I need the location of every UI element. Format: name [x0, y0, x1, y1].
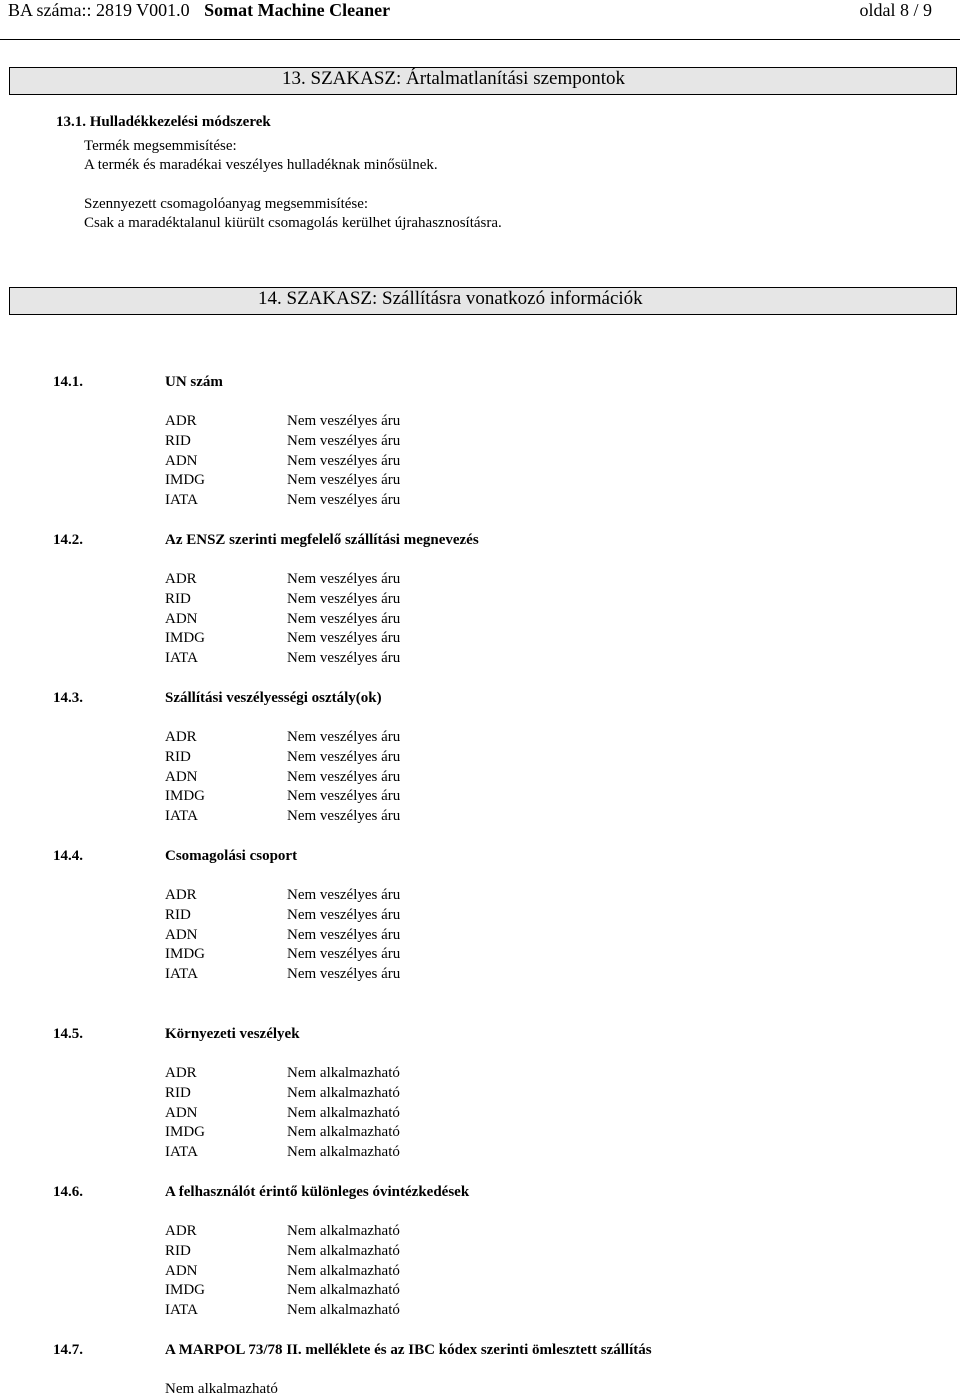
transport-mode-value: Nem veszélyes áru [287, 492, 401, 508]
transport-mode-value: Nem veszélyes áru [287, 571, 401, 587]
transport-mode-value: Nem veszélyes áru [287, 432, 401, 449]
transport-mode-label: ADN [165, 926, 198, 943]
transport-mode-label: IMDG [165, 1124, 205, 1141]
subsection-number: 14.7. [53, 1342, 83, 1358]
transport-mode-label: IATA [165, 1144, 198, 1160]
transport-mode-value: Nem veszélyes áru [287, 966, 401, 982]
transport-mode-value: Nem alkalmazható [287, 1282, 400, 1299]
transport-mode-value: Nem alkalmazható [287, 1144, 400, 1160]
transport-mode-label: RID [165, 432, 191, 449]
transport-mode-value: Nem veszélyes áru [287, 472, 401, 489]
section-14-title: 14. SZAKASZ: Szállításra vonatkozó információk [258, 288, 643, 309]
transport-mode-value: Nem veszélyes áru [287, 748, 401, 765]
subsection-title: A felhasználót érintő különleges óvintézkedések [165, 1184, 470, 1200]
transport-mode-label: ADR [165, 729, 197, 745]
subsection-title: Környezeti veszélyek [165, 1026, 300, 1042]
transport-mode-value: Nem alkalmazható [287, 1242, 400, 1259]
transport-mode-label: ADR [165, 1223, 197, 1239]
transport-mode-value: Nem veszélyes áru [287, 768, 401, 785]
transport-mode-label: ADR [165, 413, 197, 429]
transport-mode-value: Nem veszélyes áru [287, 610, 401, 627]
disposal-product-text: A termék és maradékai veszélyes hulladéknak minősülnek. [84, 157, 438, 173]
subsection-title: Csomagolási csoport [165, 848, 298, 864]
transport-mode-value: Nem veszélyes áru [287, 906, 401, 923]
transport-mode-label: RID [165, 590, 191, 607]
section-13-1-title: 13.1. Hulladékkezelési módszerek [56, 114, 271, 130]
transport-mode-value: Nem alkalmazható [287, 1223, 400, 1239]
transport-mode-label: IMDG [165, 788, 205, 805]
transport-mode-label: ADR [165, 1065, 197, 1081]
transport-mode-value: Nem veszélyes áru [287, 650, 401, 666]
transport-mode-label: IMDG [165, 946, 205, 963]
transport-mode-label: RID [165, 748, 191, 765]
disposal-packaging-label: Szennyezett csomagolóanyag megsemmisítése: [84, 196, 369, 212]
transport-mode-value: Nem alkalmazható [287, 1104, 400, 1121]
transport-mode-value: Nem veszélyes áru [287, 808, 401, 824]
transport-mode-label: ADN [165, 1104, 198, 1121]
product-name: Somat Machine Cleaner [204, 0, 391, 20]
transport-mode-label: IMDG [165, 472, 205, 489]
subsection-number: 14.3. [53, 690, 83, 706]
disposal-packaging-text: Csak a maradéktalanul kiürült csomagolás kerülhet újrahasznosításra. [84, 215, 502, 231]
subsection-title: Szállítási veszélyességi osztály(ok) [165, 690, 382, 706]
transport-mode-value: Nem veszélyes áru [287, 590, 401, 607]
transport-mode-value: Nem veszélyes áru [287, 630, 401, 647]
transport-mode-label: IATA [165, 650, 198, 666]
header-divider [0, 39, 960, 40]
document-id [8, 0, 390, 21]
transport-mode-value: Nem veszélyes áru [287, 452, 401, 469]
transport-mode-value: Nem alkalmazható [287, 1124, 400, 1141]
transport-mode-value: Nem veszélyes áru [287, 729, 401, 745]
transport-mode-value: Nem alkalmazható [287, 1262, 400, 1279]
transport-mode-value: Nem veszélyes áru [287, 887, 401, 903]
page-number: oldal 8 / 9 [859, 0, 932, 20]
subsection-title: UN szám [165, 374, 223, 390]
transport-mode-value: Nem veszélyes áru [287, 788, 401, 805]
disposal-product-label: Termék megsemmisítése: [84, 138, 237, 154]
transport-mode-label: ADN [165, 1262, 198, 1279]
document-id-label: BA száma:: 2819 V001.0 [8, 0, 190, 20]
transport-mode-label: IATA [165, 966, 198, 982]
transport-mode-value: Nem alkalmazható [287, 1084, 400, 1101]
transport-mode-label: RID [165, 1242, 191, 1259]
subsection-number: 14.4. [53, 848, 83, 864]
transport-mode-label: ADN [165, 610, 198, 627]
transport-mode-label: IATA [165, 808, 198, 824]
transport-mode-label: IMDG [165, 1282, 205, 1299]
transport-mode-label: ADN [165, 452, 198, 469]
transport-mode-value: Nem veszélyes áru [287, 413, 401, 429]
transport-mode-label: IATA [165, 492, 198, 508]
transport-mode-label: IMDG [165, 630, 205, 647]
marpol-value: Nem alkalmazható [165, 1381, 278, 1397]
transport-mode-label: ADR [165, 571, 197, 587]
transport-mode-value: Nem alkalmazható [287, 1065, 400, 1081]
subsection-number: 14.2. [53, 532, 83, 548]
transport-mode-value: Nem alkalmazható [287, 1302, 400, 1318]
transport-mode-label: IATA [165, 1302, 198, 1318]
section-13-title: 13. SZAKASZ: Ártalmatlanítási szempontok [282, 68, 626, 89]
transport-mode-value: Nem veszélyes áru [287, 926, 401, 943]
transport-mode-label: ADR [165, 887, 197, 903]
transport-mode-label: RID [165, 906, 191, 923]
subsection-number: 14.1. [53, 374, 83, 390]
subsection-number: 14.5. [53, 1026, 83, 1042]
subsection-title: Az ENSZ szerinti megfelelő szállítási megnevezés [165, 532, 479, 548]
subsection-title: A MARPOL 73/78 II. melléklete és az IBC kódex szerinti ömlesztett szállítás [165, 1342, 652, 1358]
transport-mode-label: ADN [165, 768, 198, 785]
transport-mode-value: Nem veszélyes áru [287, 946, 401, 963]
transport-mode-label: RID [165, 1084, 191, 1101]
subsection-number: 14.6. [53, 1184, 83, 1200]
